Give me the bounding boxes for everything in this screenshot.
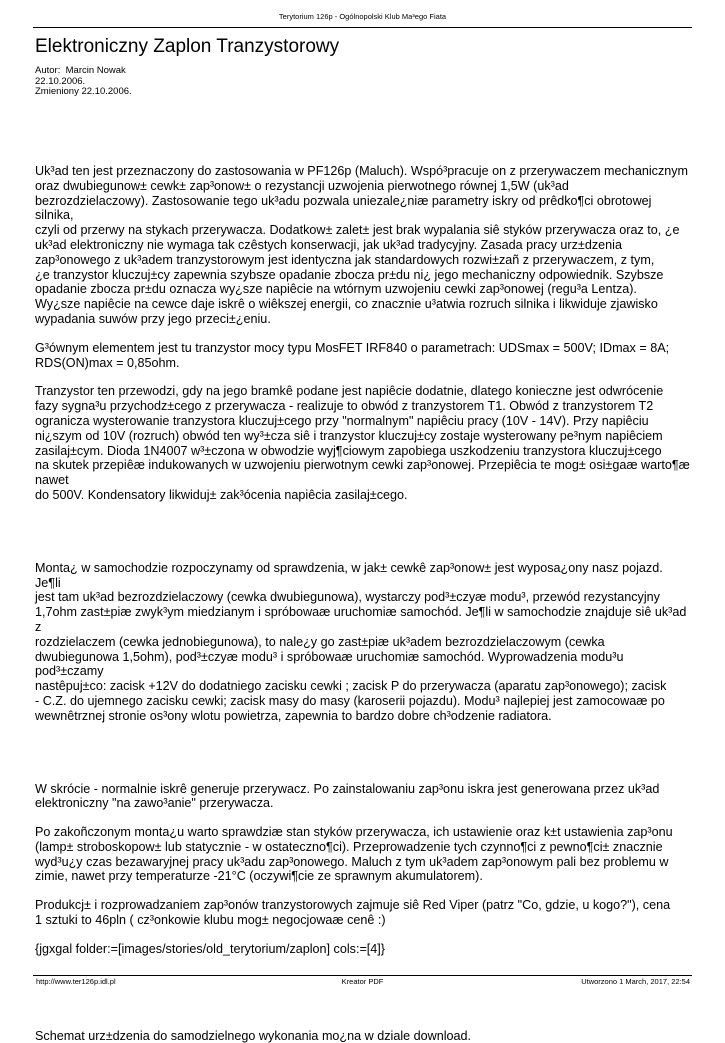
paragraph-intro: Uk³ad ten jest przeznaczony do zastosowania w PF126p (Maluch). Wspó³pracuje on z przerywaczem mechanicznym oraz dwubiegunow± cewk± zap³onow± o rezystancji uzwojenia pierwotnego równej 1,5W (uk³ad bezrozdzielaczowy). Zastosowanie tego uk³adu pozwala uniezale¿niæ parametry iskry od prêdko¶ci obrotowej silnika, czyli od przerwy na stykach przerywacza. Dodatkow± zalet± jest brak wypalania siê styków przerywacza oraz to, ¿e uk³ad elektroniczny nie wymaga tak czêstych konserwacji, jak uk³ad tradycyjny. Zasada pracy urz±dzenia zap³onowego z uk³adem tranzystorowym jest identyczna jak standardowych rozwi±zañ z przerywaczem, z tym, ¿e tranzystor kluczuj±cy zapewnia szybsze opadanie zbocza pr±du ni¿ jego mechaniczny odpowiednik. Szybsze opadanie zbocza pr±du oznacza wy¿sze napiêcie na wtórnym uzwojeniu cewki zap³onowej (regu³a Lentza). Wy¿sze napiêcie na cewce daje iskrê o wiêkszej energii, co znacznie u³atwia rozruch silnika i likwiduje zjawisko wypadania suwów przy jego przeci±¿eniu. xyxy=(35,164,689,326)
paragraph-operation: Tranzystor ten przewodzi, gdy na jego bramkê podane jest napiêcie dodatnie, dlatego konieczne jest odwrócenie fazy sygna³u przychodz±cego z przerywacza - realizuje to obwód z tranzystorem T1. Obwód z tranzystorem T2 ogranicza wysterowanie tranzystora kluczuj±cego przy "normalnym" napiêciu pracy (10V - 14V). Przy napiêciu ni¿szym od 10V (rozruch) obwód ten wy³±cza siê i tranzystor kluczuj±cy zostaje wysterowany pe³nym napiêciem zasilaj±cym. Dioda 1N4007 w³±czona w obwodzie wyj¶ciowym zapobiega uszkodzeniu tranzystora kluczuj±cego na skutek przepiêæ indukowanych w uzwojeniu pierwotnym cewki zap³onowej. Przepiêcia te mog± osi±gaæ warto¶æ nawet do 500V. Kondensatory likwiduj± zak³ócenia napiêcia zasilaj±cego. xyxy=(35,384,690,502)
paragraph-summary: W skrócie - normalnie iskrê generuje przerywacz. Po zainstalowaniu zap³onu iskra jest generowana przez uk³ad elektroniczny "na zawo³anie" przerywacza. xyxy=(35,781,660,811)
article-title: Elektroniczny Zaplon Tranzystorowy xyxy=(35,36,340,57)
author-line: Autor: Marcin Nowak xyxy=(35,65,126,76)
page-header: Terytorium 126p - Ogólnopolski Klub Ma³ego Fiata xyxy=(278,12,447,21)
paragraph-download: Schemat urz±dzenia do samodzielnego wykonania mo¿na w dziale download. xyxy=(35,1028,472,1043)
paragraph-gallery-tag: {jgxgal folder:=[images/stories/old_terytorium/zaplon] cols:=[4]} xyxy=(35,941,386,956)
paragraph-after-install: Po zakoñczonym monta¿u warto sprawdziæ stan styków przerywacza, ich ustawienie oraz k±t ustawienia zap³onu (lamp± stroboskopow± lub statycznie - w ostateczno¶ci). Przeprowadzenie tych czynno¶ci z pewno¶ci± znacznie wyd³u¿y czas bezawaryjnej pracy uk³adu zap³onowego. Maluch z tym uk³adem zap³onowym pali bez problemu w zimie, nawet przy temperaturze -21°C (oczywi¶cie ze sprawnym akumulatorem). xyxy=(35,825,673,884)
article-meta xyxy=(35,66,132,98)
header-divider xyxy=(33,27,692,28)
paragraph-installation: Monta¿ w samochodzie rozpoczynamy od sprawdzenia, w jak± cewkê zap³onow± jest wyposa¿ony nasz pojazd. Je¶li jest tam uk³ad bezrozdzielaczowy (cewka dwubiegunowa), wystarczy pod³±czyæ modu³, przewód rezystancyjny 1,7ohm zast±piæ zwyk³ym miedzianym i spróbowaæ uruchomiæ samochód. Je¶li w samochodzie znajduje siê uk³ad z rozdzielaczem (cewka jednobiegunowa), to nale¿y go zast±piæ uk³adem bezrozdzielaczowym (cewka dwubiegunowa 1,5ohm), pod³±czyæ modu³ i spróbowaæ uruchomiæ samochód. Wyprowadzenia modu³u pod³±czamy nastêpuj±co: zacisk +12V do dodatniego zacisku cewki ; zacisk P do przerywacza (aparatu zap³onowego); zacisk - C.Z. do ujemnego zacisku cewki; zacisk masy do masy (karoserii pojazdu). Modu³ najlepiej jest zamocowaæ po wewnêtrznej stronie os³ony wlotu powietrza, zapewnia to bardzo dobre ch³odzenie radiatora. xyxy=(35,560,687,723)
paragraph-transistor: G³ównym elementem jest tu tranzystor mocy typu MosFET IRF840 o parametrach: UDSmax = 500V; IDmax = 8A; RDS(ON)max = 0,85ohm. xyxy=(35,340,670,370)
date-line: 22.10.2006. xyxy=(35,75,86,87)
footer-generator: Kreator PDF xyxy=(341,977,384,986)
modified-line: Zmieniony 22.10.2006. xyxy=(35,86,132,97)
footer-url[interactable]: http://www.ter126p.idl.pl xyxy=(36,977,116,986)
article-body xyxy=(35,164,690,1043)
paragraph-production: Produkcj± i rozprowadzaniem zap³onów tranzystorowych zajmuje siê Red Viper (patrz "Co, gdzie, u kogo?"), cena 1 sztuki to 46pln ( cz³onkowie klubu mog± negocjowaæ cenê :) xyxy=(35,898,671,928)
footer-divider xyxy=(33,975,692,976)
footer-created: Utworzono 1 March, 2017, 22:54 xyxy=(581,977,690,986)
